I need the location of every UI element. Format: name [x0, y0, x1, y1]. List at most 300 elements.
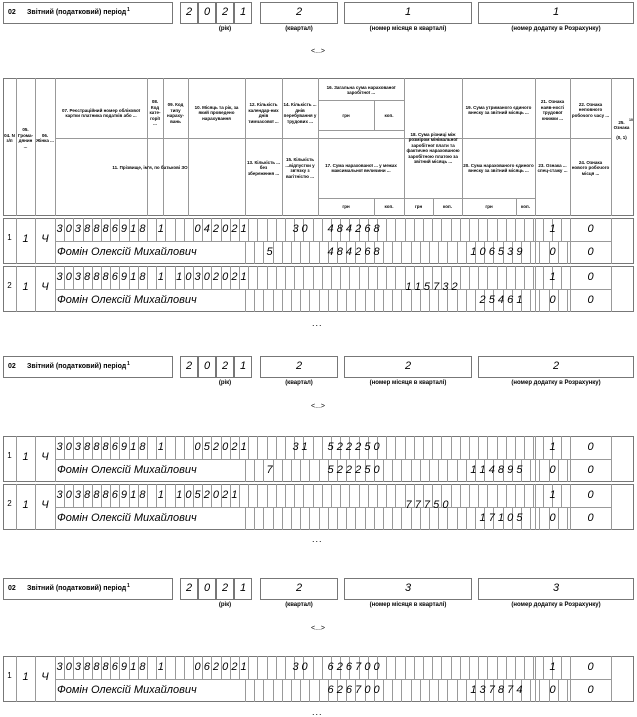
col13-value[interactable]: 5	[266, 246, 273, 258]
month-value[interactable]: 1	[404, 6, 412, 18]
grid-vline	[285, 656, 286, 679]
rnokpp-digit[interactable]: 6	[111, 441, 118, 453]
grid-vline	[276, 266, 277, 289]
grid-vline	[285, 266, 286, 289]
rnokpp-digit[interactable]: 8	[102, 661, 109, 673]
col20-digit[interactable]: 9	[507, 464, 514, 476]
quarter-value[interactable]: 2	[295, 582, 303, 594]
grid-vline	[524, 218, 525, 241]
col14-digit-1[interactable]: 3	[292, 661, 299, 673]
category-code[interactable]: 1	[157, 661, 164, 673]
col20-digit[interactable]: 4	[497, 294, 505, 306]
rnokpp-digit[interactable]: 3	[74, 661, 82, 673]
col20-digit[interactable]: 6	[507, 294, 514, 306]
grid-vline	[303, 484, 304, 507]
year-digit[interactable]: 0	[203, 360, 211, 372]
grid-vline	[267, 484, 268, 507]
employee-name[interactable]: Фомін Олексій Михайлович	[57, 294, 197, 306]
col17-digit[interactable]: 6	[364, 246, 371, 258]
col23-value[interactable]: 0	[549, 512, 556, 524]
accrual-type[interactable]: 1	[176, 271, 183, 283]
rnokpp-digit[interactable]: 9	[120, 441, 128, 453]
col23-value[interactable]: 0	[549, 684, 556, 696]
col16-digit[interactable]: 8	[373, 223, 380, 235]
grid-vline	[331, 484, 332, 507]
col17-digit[interactable]: 8	[373, 246, 380, 258]
col17-digit[interactable]: 5	[327, 464, 334, 476]
grid-vline	[466, 241, 467, 264]
row-number: 2	[7, 281, 12, 290]
col16-digit[interactable]: 2	[345, 441, 353, 453]
col17-digit[interactable]: 6	[345, 684, 353, 696]
rnokpp-digit[interactable]: 8	[84, 661, 91, 673]
grid-vline	[383, 241, 384, 264]
rnokpp-digit[interactable]: 9	[120, 489, 128, 501]
grid-vline	[475, 507, 476, 530]
col20-digit[interactable]: 2	[479, 294, 486, 306]
grid-vline	[414, 218, 415, 241]
col21-value[interactable]: 1	[549, 441, 556, 453]
grid-vline	[420, 459, 421, 482]
col22-value[interactable]: 0	[587, 489, 594, 501]
rnokpp-digit[interactable]: 1	[130, 441, 137, 453]
grid-hline	[318, 100, 404, 101]
woman-flag[interactable]: Ч	[41, 233, 49, 245]
month-year-digit[interactable]: 0	[222, 271, 229, 283]
grid-vline	[414, 656, 415, 679]
grid-vline	[377, 266, 378, 289]
col20-digit[interactable]: 7	[507, 684, 514, 696]
rnokpp-digit[interactable]: 3	[56, 223, 63, 235]
col17-digit[interactable]: 0	[364, 684, 371, 696]
rnokpp-digit[interactable]: 3	[56, 441, 63, 453]
month-year-digit[interactable]: 2	[212, 661, 220, 673]
rnokpp-digit[interactable]: 3	[56, 661, 63, 673]
col21-value[interactable]: 1	[549, 271, 556, 283]
month-year-digit[interactable]: 2	[231, 223, 238, 235]
year-digit[interactable]: 2	[185, 360, 193, 372]
grid-vline	[441, 436, 442, 459]
col16-digit[interactable]: 2	[336, 441, 343, 453]
col16-digit[interactable]: 4	[345, 223, 353, 235]
woman-flag[interactable]: Ч	[41, 499, 49, 511]
quarter-value[interactable]: 2	[295, 360, 303, 372]
col18-digit[interactable]: 7	[414, 499, 421, 511]
grid-vline	[184, 436, 185, 459]
rnokpp-digit[interactable]: 6	[111, 271, 118, 283]
col20-digit[interactable]: 5	[488, 294, 495, 306]
col18-digit[interactable]: 5	[433, 499, 440, 511]
col17-digit[interactable]: 4	[327, 246, 334, 258]
col17-digit[interactable]: 2	[336, 464, 343, 476]
row-number: 2	[7, 499, 12, 508]
col20-digit[interactable]: 8	[497, 464, 505, 476]
month-year-digit[interactable]: 2	[231, 661, 238, 673]
col18-digit[interactable]: 7	[433, 281, 440, 293]
col23-value[interactable]: 0	[549, 464, 556, 476]
month-year-digit[interactable]: 1	[240, 661, 247, 673]
grid-vline	[469, 484, 470, 507]
grid-vline	[282, 289, 283, 312]
rnokpp-digit[interactable]: 8	[84, 489, 91, 501]
grid-vline	[487, 484, 488, 507]
col18-digit[interactable]: 1	[414, 281, 421, 293]
grid-vline	[524, 484, 525, 507]
grid-vline	[524, 266, 525, 289]
period-code: 02	[8, 9, 16, 16]
annex-value[interactable]: 3	[552, 582, 560, 594]
continuation-dots: ...	[312, 707, 323, 717]
col20-digit[interactable]: 0	[507, 512, 514, 524]
col23-value[interactable]: 0	[549, 246, 556, 258]
grid-vline	[451, 218, 452, 241]
col16-digit[interactable]: 8	[336, 223, 343, 235]
col20-digit[interactable]: 5	[516, 512, 523, 524]
col16-digit[interactable]: 2	[355, 223, 362, 235]
rnokpp-digit[interactable]: 8	[102, 223, 109, 235]
col24-value[interactable]: 0	[587, 684, 594, 696]
month-year-digit[interactable]: 2	[231, 441, 238, 453]
category-code[interactable]: 1	[157, 271, 164, 283]
col-20-grn: грн	[485, 204, 493, 210]
col18-digit[interactable]: 7	[423, 499, 431, 511]
grid-vline	[291, 289, 292, 312]
rnokpp-digit[interactable]: 0	[65, 223, 72, 235]
citizen-flag[interactable]: 1	[22, 499, 29, 511]
col24-value[interactable]: 0	[587, 464, 594, 476]
year-caption: (рік)	[218, 380, 232, 386]
grid-vline	[340, 266, 341, 289]
row-number: 1	[7, 671, 12, 680]
month-year-digit[interactable]: 1	[240, 271, 247, 283]
grid-hline	[55, 459, 611, 460]
rnokpp-digit[interactable]: 3	[74, 223, 82, 235]
month-year-digit[interactable]: 0	[222, 441, 229, 453]
year-digit[interactable]: 1	[239, 582, 247, 594]
rnokpp-digit[interactable]: 3	[56, 489, 63, 501]
month-year-digit[interactable]: 5	[194, 489, 201, 501]
month-year-digit[interactable]: 1	[240, 441, 247, 453]
col14-digit-1[interactable]: 3	[292, 223, 299, 235]
woman-flag[interactable]: Ч	[41, 281, 49, 293]
grid-vline	[184, 218, 185, 241]
woman-flag[interactable]: Ч	[41, 451, 49, 463]
rnokpp-digit[interactable]: 6	[111, 489, 118, 501]
col20-digit[interactable]: 5	[516, 464, 523, 476]
month-year-digit[interactable]: 2	[212, 271, 220, 283]
month-year-digit[interactable]: 4	[203, 223, 210, 235]
accrual-type[interactable]: 1	[176, 489, 183, 501]
col21-value[interactable]: 1	[549, 661, 556, 673]
rnokpp-digit[interactable]: 8	[93, 271, 100, 283]
rnokpp-digit[interactable]: 1	[130, 271, 137, 283]
col20-digit[interactable]: 7	[488, 512, 495, 524]
col22-value[interactable]: 0	[587, 661, 594, 673]
grid-vline	[451, 656, 452, 679]
col-08-header: 08. Код кате-горії ...	[149, 99, 161, 127]
grid-vline	[438, 459, 439, 482]
grid-vline	[245, 459, 246, 482]
grid-vline	[386, 266, 387, 289]
col20-digit[interactable]: 3	[479, 684, 486, 696]
col16-digit[interactable]: 7	[355, 661, 362, 673]
rnokpp-digit[interactable]: 0	[65, 441, 72, 453]
grid-vline	[368, 266, 369, 289]
period-label-footnote: 1	[127, 7, 130, 13]
col16-digit[interactable]: 0	[373, 661, 380, 673]
month-year-digit[interactable]: 0	[194, 661, 201, 673]
rnokpp-digit[interactable]: 3	[56, 271, 63, 283]
col17-digit[interactable]: 0	[373, 684, 380, 696]
col16-digit[interactable]: 5	[327, 441, 334, 453]
month-year-digit[interactable]: 0	[203, 271, 210, 283]
grid-vline	[487, 436, 488, 459]
col20-digit[interactable]: 6	[488, 246, 495, 258]
rnokpp-digit[interactable]: 8	[102, 441, 109, 453]
grid-vline	[506, 436, 507, 459]
month-year-digit[interactable]: 1	[240, 223, 247, 235]
category-code[interactable]: 1	[157, 223, 164, 235]
col16-digit[interactable]: 6	[327, 661, 334, 673]
year-digit[interactable]: 2	[221, 6, 229, 18]
col20-digit[interactable]: 1	[497, 512, 505, 524]
col20-digit[interactable]: 1	[479, 512, 486, 524]
col20-digit[interactable]: 0	[479, 246, 486, 258]
grid-vline	[405, 436, 406, 459]
rnokpp-digit[interactable]: 8	[139, 271, 146, 283]
rnokpp-digit[interactable]: 8	[93, 441, 100, 453]
month-year-digit[interactable]: 0	[194, 441, 201, 453]
col21-value[interactable]: 1	[549, 223, 556, 235]
citizen-flag[interactable]: 1	[22, 281, 29, 293]
rnokpp-digit[interactable]: 9	[120, 271, 128, 283]
month-value[interactable]: 3	[404, 582, 412, 594]
citizen-flag[interactable]: 1	[22, 671, 29, 683]
month-year-digit[interactable]: 0	[222, 661, 229, 673]
col17-digit[interactable]: 8	[336, 246, 343, 258]
col17-digit[interactable]: 2	[336, 684, 343, 696]
year-digit[interactable]: 2	[185, 582, 193, 594]
month-year-digit[interactable]: 2	[231, 271, 238, 283]
month-year-digit[interactable]: 0	[222, 223, 229, 235]
grid-vline	[401, 289, 402, 312]
col23-value[interactable]: 0	[549, 294, 556, 306]
employee-name[interactable]: Фомін Олексій Михайлович	[57, 512, 197, 524]
col17-digit[interactable]: 2	[345, 464, 353, 476]
grid-vline	[282, 679, 283, 702]
annex-value[interactable]: 1	[552, 6, 560, 18]
col14-digit-1[interactable]: 3	[292, 441, 299, 453]
rnokpp-digit[interactable]: 8	[93, 489, 100, 501]
citizen-flag[interactable]: 1	[22, 233, 29, 245]
rnokpp-digit[interactable]: 8	[102, 271, 109, 283]
col20-digit[interactable]: 1	[470, 684, 477, 696]
col16-digit[interactable]: 0	[364, 661, 371, 673]
grid-vline	[282, 507, 283, 530]
rnokpp-digit[interactable]: 3	[74, 271, 82, 283]
employee-name[interactable]: Фомін Олексій Михайлович	[57, 246, 197, 258]
grid-vline	[460, 218, 461, 241]
grid-vline	[611, 218, 612, 264]
grid-vline	[273, 289, 274, 312]
grid-vline	[533, 266, 534, 289]
month-year-digit[interactable]: 0	[185, 271, 192, 283]
col16-digit[interactable]: 0	[373, 441, 380, 453]
col18-digit[interactable]: 7	[405, 499, 412, 511]
col16-digit[interactable]: 4	[327, 223, 334, 235]
col20-digit[interactable]: 9	[516, 246, 523, 258]
col18-digit[interactable]: 1	[405, 281, 412, 293]
rnokpp-digit[interactable]: 8	[139, 489, 146, 501]
col17-digit[interactable]: 7	[355, 684, 362, 696]
grid-vline	[291, 241, 292, 264]
col-24-header: 24. Ознака нового робочого місця ...	[571, 159, 610, 176]
col24-value[interactable]: 0	[587, 512, 594, 524]
month-value[interactable]: 2	[404, 360, 412, 372]
col20-digit[interactable]: 8	[497, 684, 505, 696]
rnokpp-digit[interactable]: 8	[84, 223, 91, 235]
month-year-digit[interactable]: 2	[212, 441, 220, 453]
grid-vline	[309, 459, 310, 482]
month-year-digit[interactable]: 1	[231, 489, 238, 501]
col14-digit-2[interactable]: 0	[301, 661, 308, 673]
grid-vline	[328, 289, 329, 312]
col20-digit[interactable]: 4	[488, 464, 495, 476]
col13-value[interactable]: 7	[266, 464, 273, 476]
grid-vline	[319, 289, 320, 312]
month-year-digit[interactable]: 3	[194, 271, 201, 283]
col-23-header: 23. Ознака ... спец-стажу ...	[537, 162, 568, 173]
grid-vline	[611, 266, 612, 312]
rnokpp-digit[interactable]: 0	[65, 661, 72, 673]
month-year-digit[interactable]: 0	[194, 223, 201, 235]
category-code[interactable]: 1	[157, 489, 164, 501]
year-digit[interactable]: 1	[239, 360, 247, 372]
year-digit[interactable]: 0	[203, 6, 211, 18]
col20-digit[interactable]: 1	[470, 246, 477, 258]
employee-name[interactable]: Фомін Олексій Михайлович	[57, 464, 197, 476]
year-digit[interactable]: 1	[239, 6, 247, 18]
month-year-digit[interactable]: 0	[212, 489, 220, 501]
col17-digit[interactable]: 2	[355, 464, 362, 476]
grid-vline	[355, 507, 356, 530]
month-year-digit[interactable]: 0	[185, 489, 192, 501]
month-year-digit[interactable]: 2	[212, 223, 220, 235]
col24-value[interactable]: 0	[587, 246, 594, 258]
grid-vline	[273, 679, 274, 702]
citizen-flag[interactable]: 1	[22, 451, 29, 463]
col20-digit[interactable]: 7	[488, 684, 495, 696]
col16-digit[interactable]: 2	[336, 661, 343, 673]
col16-digit[interactable]: 6	[345, 661, 353, 673]
rnokpp-digit[interactable]: 6	[111, 223, 118, 235]
grid-vline	[300, 241, 301, 264]
woman-flag[interactable]: Ч	[41, 671, 49, 683]
col20-digit[interactable]: 4	[516, 684, 523, 696]
employee-name[interactable]: Фомін Олексій Михайлович	[57, 684, 197, 696]
rnokpp-digit[interactable]: 8	[139, 441, 146, 453]
col14-digit-2[interactable]: 0	[301, 223, 308, 235]
quarter-value[interactable]: 2	[295, 6, 303, 18]
rnokpp-digit[interactable]: 8	[102, 489, 109, 501]
grid-vline	[429, 459, 430, 482]
year-digit[interactable]: 0	[203, 582, 211, 594]
col22-value[interactable]: 0	[587, 223, 594, 235]
grid-vline	[460, 656, 461, 679]
grid-vline	[245, 507, 246, 530]
col16-digit[interactable]: 5	[364, 441, 371, 453]
grid-vline	[533, 436, 534, 459]
rnokpp-digit[interactable]: 1	[130, 489, 137, 501]
rnokpp-digit[interactable]: 1	[130, 661, 137, 673]
rnokpp-digit[interactable]: 8	[84, 271, 91, 283]
rnokpp-digit[interactable]: 1	[130, 223, 137, 235]
rnokpp-digit[interactable]: 8	[139, 661, 146, 673]
col24-value[interactable]: 0	[587, 294, 594, 306]
year-digit[interactable]: 2	[221, 582, 229, 594]
col17-digit[interactable]: 2	[355, 246, 362, 258]
col20-digit[interactable]: 5	[497, 246, 505, 258]
col18-digit[interactable]: 2	[451, 281, 458, 293]
col17-digit[interactable]: 6	[327, 684, 334, 696]
col22-value[interactable]: 0	[587, 441, 594, 453]
col17-digit[interactable]: 5	[364, 464, 371, 476]
rnokpp-digit[interactable]: 9	[120, 661, 128, 673]
month-year-digit[interactable]: 5	[203, 441, 210, 453]
rnokpp-digit[interactable]: 8	[93, 223, 100, 235]
grid-vline	[469, 218, 470, 241]
rnokpp-digit[interactable]: 3	[74, 489, 82, 501]
col20-digit[interactable]: 1	[470, 464, 477, 476]
rnokpp-digit[interactable]: 8	[139, 223, 146, 235]
annex-value[interactable]: 2	[552, 360, 560, 372]
month-year-digit[interactable]: 2	[222, 489, 229, 501]
rnokpp-digit[interactable]: 3	[74, 441, 82, 453]
col14-digit-2[interactable]: 1	[301, 441, 308, 453]
col18-digit[interactable]: 3	[442, 281, 449, 293]
grid-vline	[331, 266, 332, 289]
col20-digit[interactable]: 1	[516, 294, 523, 306]
month-year-digit[interactable]: 2	[203, 489, 210, 501]
col21-value[interactable]: 1	[549, 489, 556, 501]
grid-vline	[313, 656, 314, 679]
col17-digit[interactable]: 4	[345, 246, 353, 258]
grid-vline	[429, 679, 430, 702]
rnokpp-digit[interactable]: 8	[84, 441, 91, 453]
col18-digit[interactable]: 0	[442, 499, 449, 511]
col17-digit[interactable]: 0	[373, 464, 380, 476]
rnokpp-digit[interactable]: 0	[65, 489, 72, 501]
category-code[interactable]: 1	[157, 441, 164, 453]
col20-digit[interactable]: 1	[479, 464, 486, 476]
col22-value[interactable]: 0	[587, 271, 594, 283]
year-digit[interactable]: 2	[185, 6, 193, 18]
rnokpp-digit[interactable]: 0	[65, 271, 72, 283]
grid-vline	[392, 459, 393, 482]
grid-vline	[359, 484, 360, 507]
rnokpp-digit[interactable]: 9	[120, 223, 128, 235]
grid-vline	[386, 436, 387, 459]
month-year-digit[interactable]: 6	[203, 661, 210, 673]
year-digit[interactable]: 2	[221, 360, 229, 372]
col16-digit[interactable]: 2	[355, 441, 362, 453]
rnokpp-digit[interactable]: 8	[93, 661, 100, 673]
col20-digit[interactable]: 3	[507, 246, 514, 258]
col18-digit[interactable]: 5	[423, 281, 431, 293]
col16-digit[interactable]: 6	[364, 223, 371, 235]
ellipsis-mark: <...>	[310, 625, 325, 632]
rnokpp-digit[interactable]: 6	[111, 661, 118, 673]
